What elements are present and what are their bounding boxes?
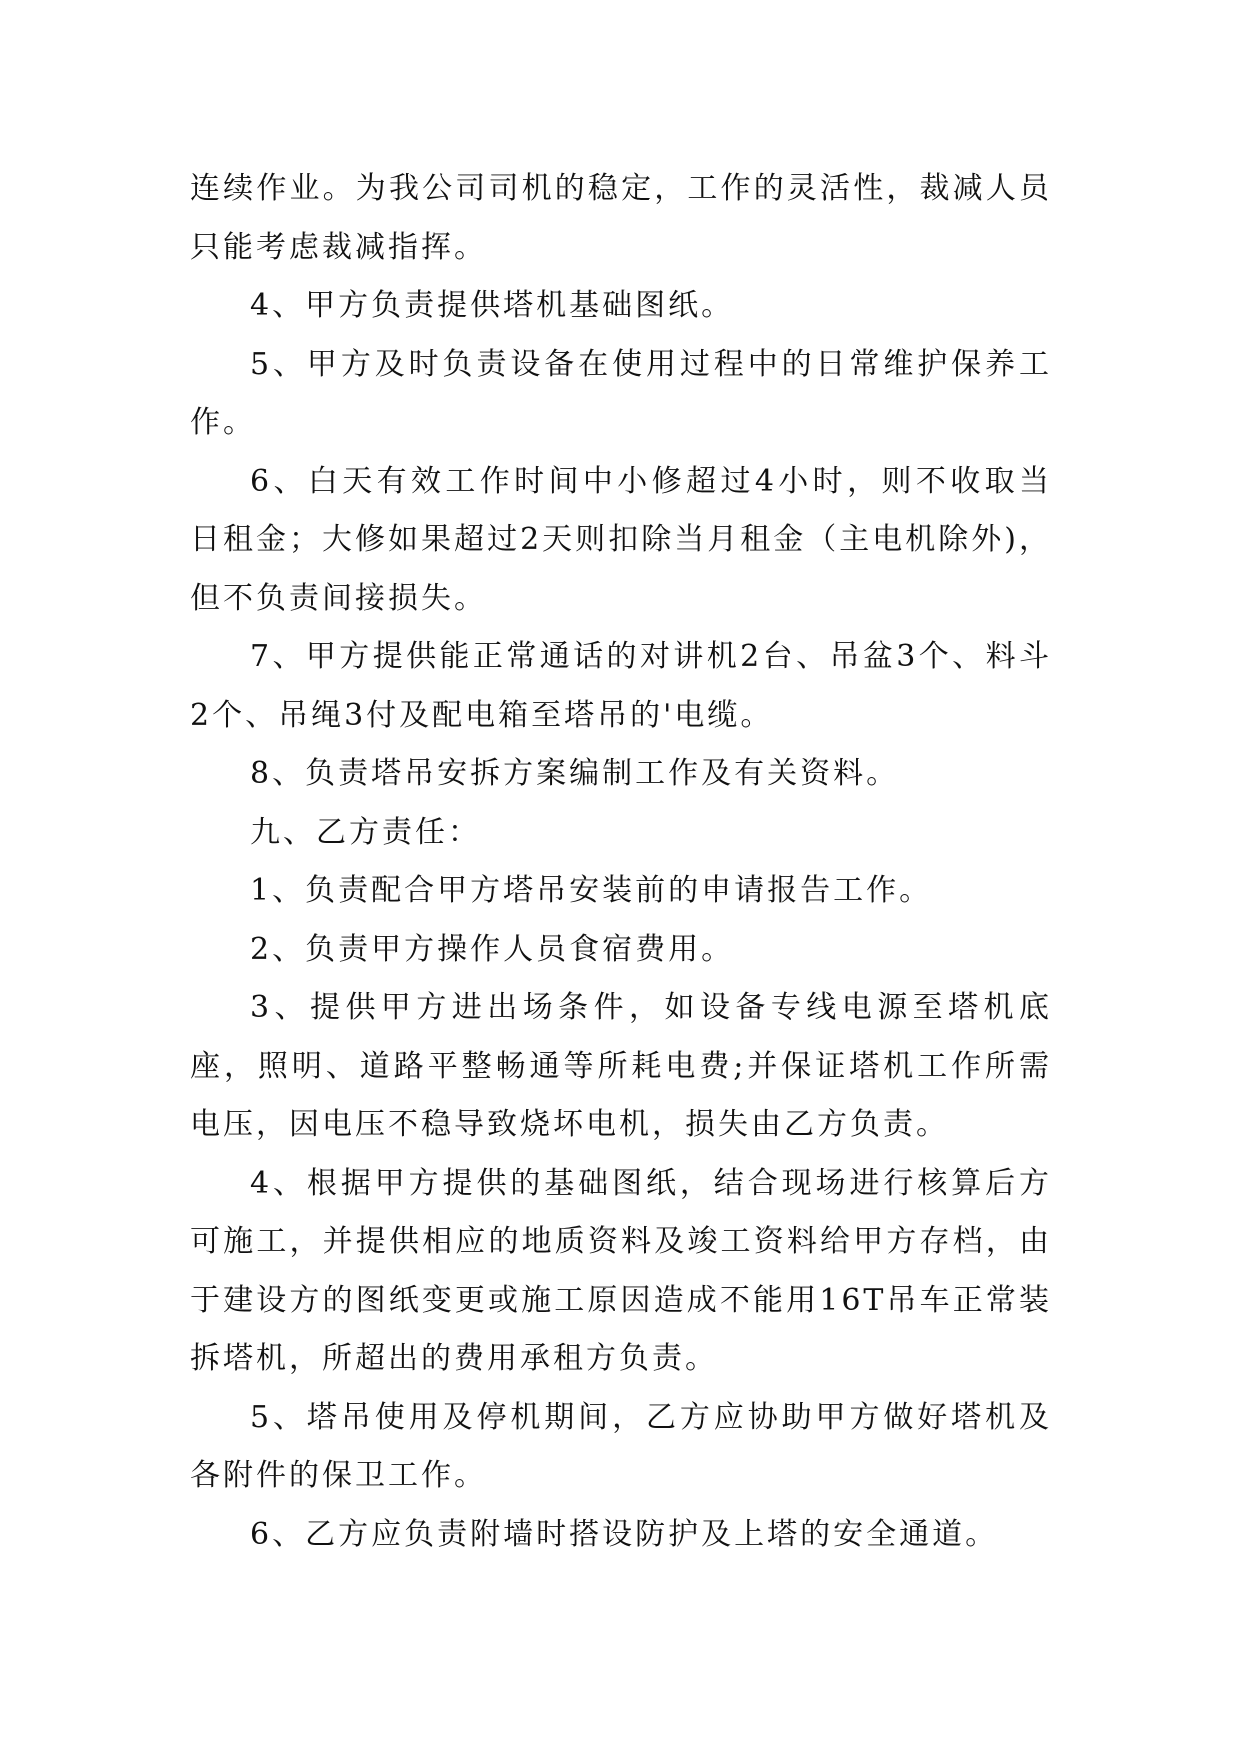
paragraph-b-item-1: 1、负责配合甲方塔吊安装前的申请报告工作。: [250, 873, 933, 908]
paragraph-b-item-2: 2、负责甲方操作人员食宿费用。: [250, 931, 735, 967]
paragraph-continuation: 连续作业。为我公司司机的稳定，工作的灵活性，裁减人员只能考虑裁减指挥。: [190, 171, 1052, 265]
paragraph-item-7: 7、甲方提供能正常通话的对讲机2台、吊盆3个、料斗2个、吊绳3付及配电箱至塔吊的'电缆。: [190, 639, 1052, 733]
paragraph-b-item-4: 4、根据甲方提供的基础图纸，结合现场进行核算后方可施工，并提供相应的地质资料及竣工资料给甲方存档，由于建设方的图纸变更或施工原因造成不能用16T吊车正常装拆塔机，所超出的费用承租方负责。: [190, 1165, 1052, 1376]
document-body: [190, 160, 1052, 1564]
paragraph-b-item-6: 6、乙方应负责附墙时搭设防护及上塔的安全通道。: [250, 1516, 999, 1552]
paragraph-b-item-3: 3、提供甲方进出场条件，如设备专线电源至塔机底座，照明、道路平整畅通等所耗电费;并保证塔机工作所需电压，因电压不稳导致烧坏电机，损失由乙方负责。: [190, 990, 1052, 1142]
paragraph-item-6: 6、白天有效工作时间中小修超过4小时，则不收取当日租金；大修如果超过2天则扣除当月租金（主电机除外)，但不负责间接损失。: [190, 463, 1052, 616]
paragraph-item-8: 8、负责塔吊安拆方案编制工作及有关资料。: [250, 756, 900, 791]
paragraph-b-item-5: 5、塔吊使用及停机期间，乙方应协助甲方做好塔机及各附件的保卫工作。: [190, 1399, 1052, 1493]
section-heading-party-b-responsibilities: 九、乙方责任：: [250, 814, 481, 850]
paragraph-item-4: 4、甲方负责提供塔机基础图纸。: [250, 288, 735, 323]
paragraph-item-5: 5、甲方及时负责设备在使用过程中的日常维护保养工作。: [190, 346, 1052, 440]
